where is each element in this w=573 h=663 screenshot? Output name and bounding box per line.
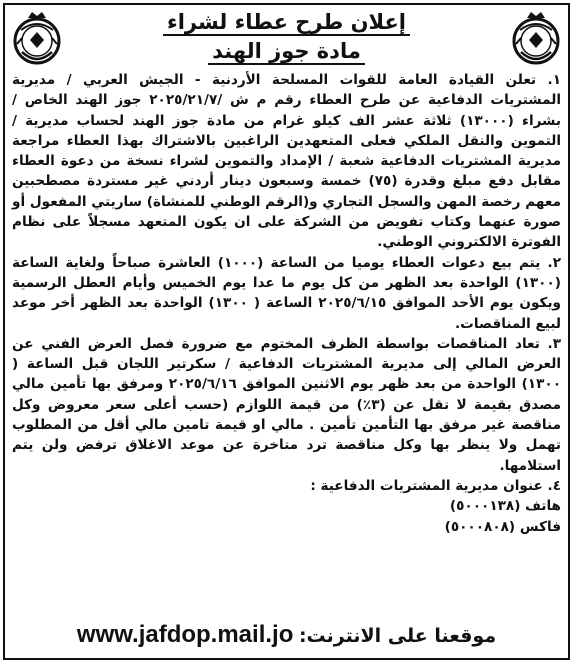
- website-link[interactable]: www.jafdop.mail.jo: [76, 621, 294, 648]
- announcement-header: [80, 8, 493, 66]
- website-label: موقعنا على الانترنت:: [298, 625, 497, 647]
- announcement-title: إعلان طرح عطاء لشراء: [163, 10, 410, 36]
- fax-number: فاكس (٥٠٠٠٨٠٨): [444, 518, 561, 535]
- announcement-subtitle: مادة جوز الهند: [208, 39, 365, 65]
- paragraph-1: ١. تعلن القيادة العامة للقوات المسلحة الأردنية - الجيش العربي / مديرية المشتريات الدفاعية عن طرح العطاء رقم م ش /٢٠٢٥/٢١/٧ جوز الهند الخاص / بشراء (١٣٠٠٠) ثلاثة عشر الف كيلو غرام من مادة جوز الهند لحساب مديرية / التموين والنقل الملكي فعلى المتعهدين الراغبين بالاشتراك بهذا العطاء مراجعة مديرية المشتريات الدفاعية شعبة / الإمداد والتموين لشراء نسخة من دعوة العطاء مقابل دفع مبلغ وقدرة (٧٥) خمسة وسبعون دينار أردني غير مستردة مصطحبين معهم رخصة المهن والسجل التجاري و(الرقم الوطني للمنشاة) ساريتي المفعول أو صورة عنهما وكتاب تفويض من الشركة على ان يكون المتعهد مسجلاً على نظام الفوترة الالكتروني الوطني.: [12, 72, 561, 251]
- announcement-body: [12, 70, 561, 537]
- jaf-crest-icon: [8, 8, 66, 68]
- website-footer: [14, 621, 559, 649]
- paragraph-3: ٣. تعاد المناقصات بواسطة الظرف المختوم مع ضرورة فصل العرض الفني عن العرض المالي إلى مديرية المشتريات الدفاعية / سكرتير اللجان قبل الساعة ( ١٣٠٠) الواحدة من بعد ظهر يوم الاثنين الموافق ٢٠٢٥/٦/١٦ ومرفق بها تأمين مالي مصدق بقيمة لا تقل عن (٣٪) من قيمة اللوازم (حسب أعلى سعر معروض وكل مناقصة غير مرفق بها التأمين تأمين . مالي او قيمة تامين مالي أقل من المطلوب تهمل ولا ينظر بها وكل مناقصة ترد متاخرة عن موعد الاغلاق ترفض ولن يتم استلامها.: [12, 335, 562, 474]
- paragraph-2: ٢. يتم بيع دعوات العطاء يوميا من الساعة (١٠٠٠) العاشرة صباحاً ولغاية الساعة (١٣٠٠) الواحدة بعد الظهر من كل يوم ما عدا يوم الخميس وأيام العطل الرسمية ويكون يوم الأحد الموافق ٢٠٢٥/٦/١٥ الساعة ( ١٣٠٠) الواحدة بعد الظهر أخر موعد لبيع المناقصات.: [12, 254, 561, 332]
- phone-number: هاتف (٥٠٠٠١٣٨): [449, 498, 561, 515]
- paragraph-4: ٤. عنوان مديرية المشتريات الدفاعية :: [310, 477, 561, 494]
- jaf-crest-icon: [507, 8, 565, 68]
